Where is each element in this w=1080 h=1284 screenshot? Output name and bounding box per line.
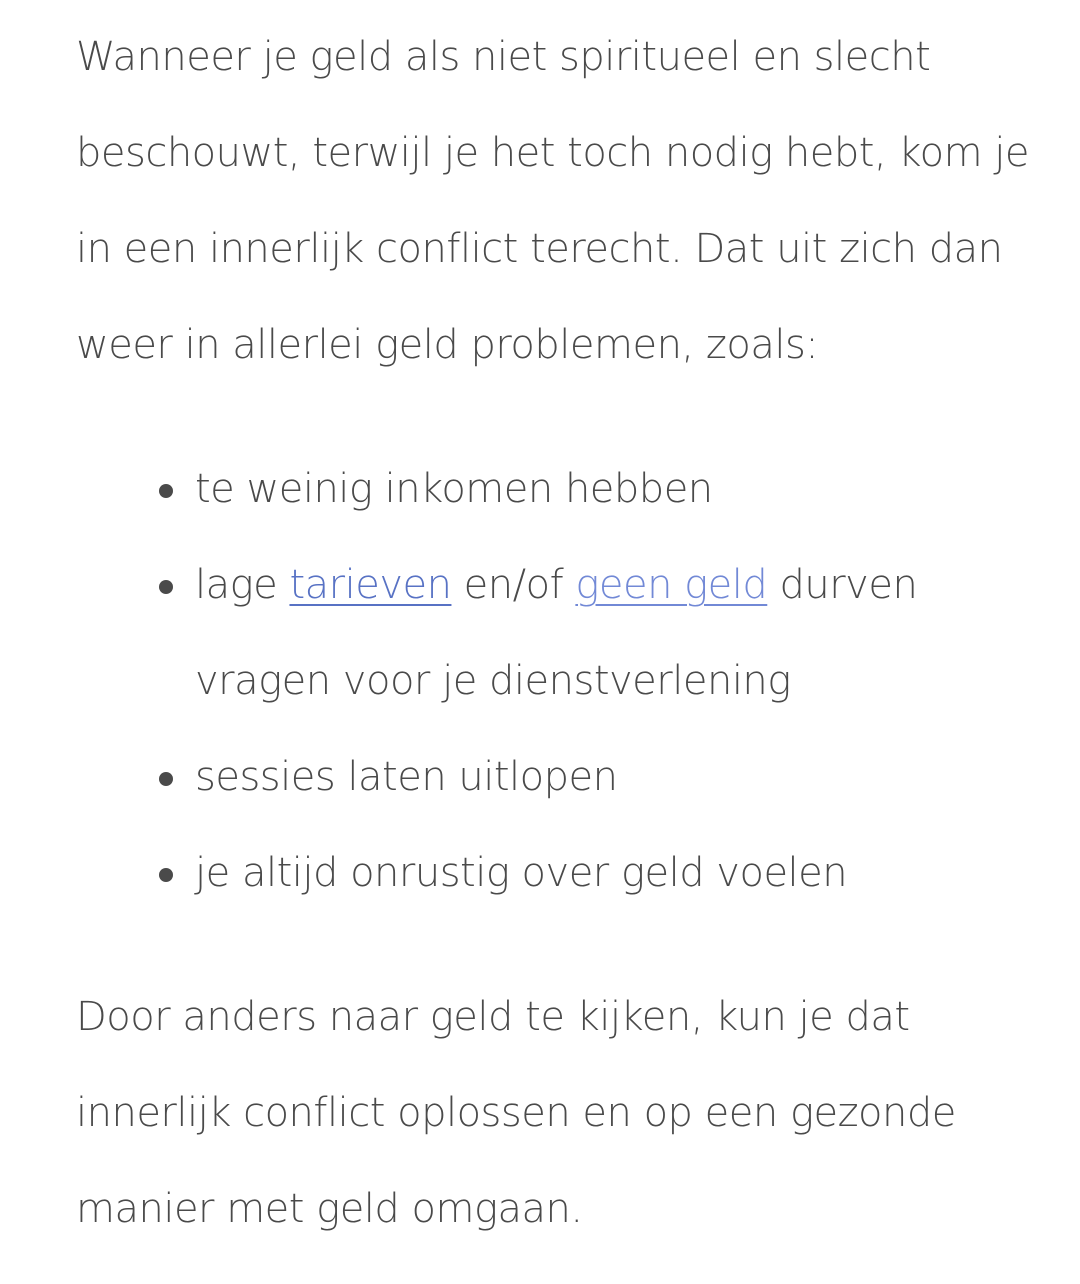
list-item-text-middle: en/of (451, 562, 576, 608)
list-item-text: te weinig inkomen hebben (195, 466, 713, 512)
bullet-icon (159, 484, 173, 498)
problem-list (76, 441, 1036, 921)
list-item (76, 537, 1036, 729)
bullet-icon (159, 868, 173, 882)
list-item-text-after: durven vragen voor je dienstverlening (195, 562, 918, 704)
list-item-text: je altijd onrustig over geld voelen (195, 850, 848, 896)
list-item-text: sessies laten uitlopen (195, 754, 618, 800)
intro-paragraph: Wanneer je geld als niet spiritueel en slecht beschouwt, terwijl je het toch nodig hebt, kom je in een innerlijk conflict terecht. Dat uit zich dan weer in allerlei geld problemen, zoals: (76, 34, 1029, 368)
list-item (76, 441, 1036, 537)
geen-geld-link[interactable]: geen geld (575, 562, 768, 608)
bullet-icon (159, 580, 173, 594)
list-item (76, 729, 1036, 825)
bullet-icon (159, 772, 173, 786)
outro-paragraph: Door anders naar geld te kijken, kun je dat innerlijk conflict oplossen en op een gezonde manier met geld omgaan. (76, 994, 956, 1232)
list-item (76, 825, 1036, 921)
list-item-text-before: lage (195, 562, 290, 608)
tarieven-link[interactable]: tarieven (289, 562, 452, 608)
